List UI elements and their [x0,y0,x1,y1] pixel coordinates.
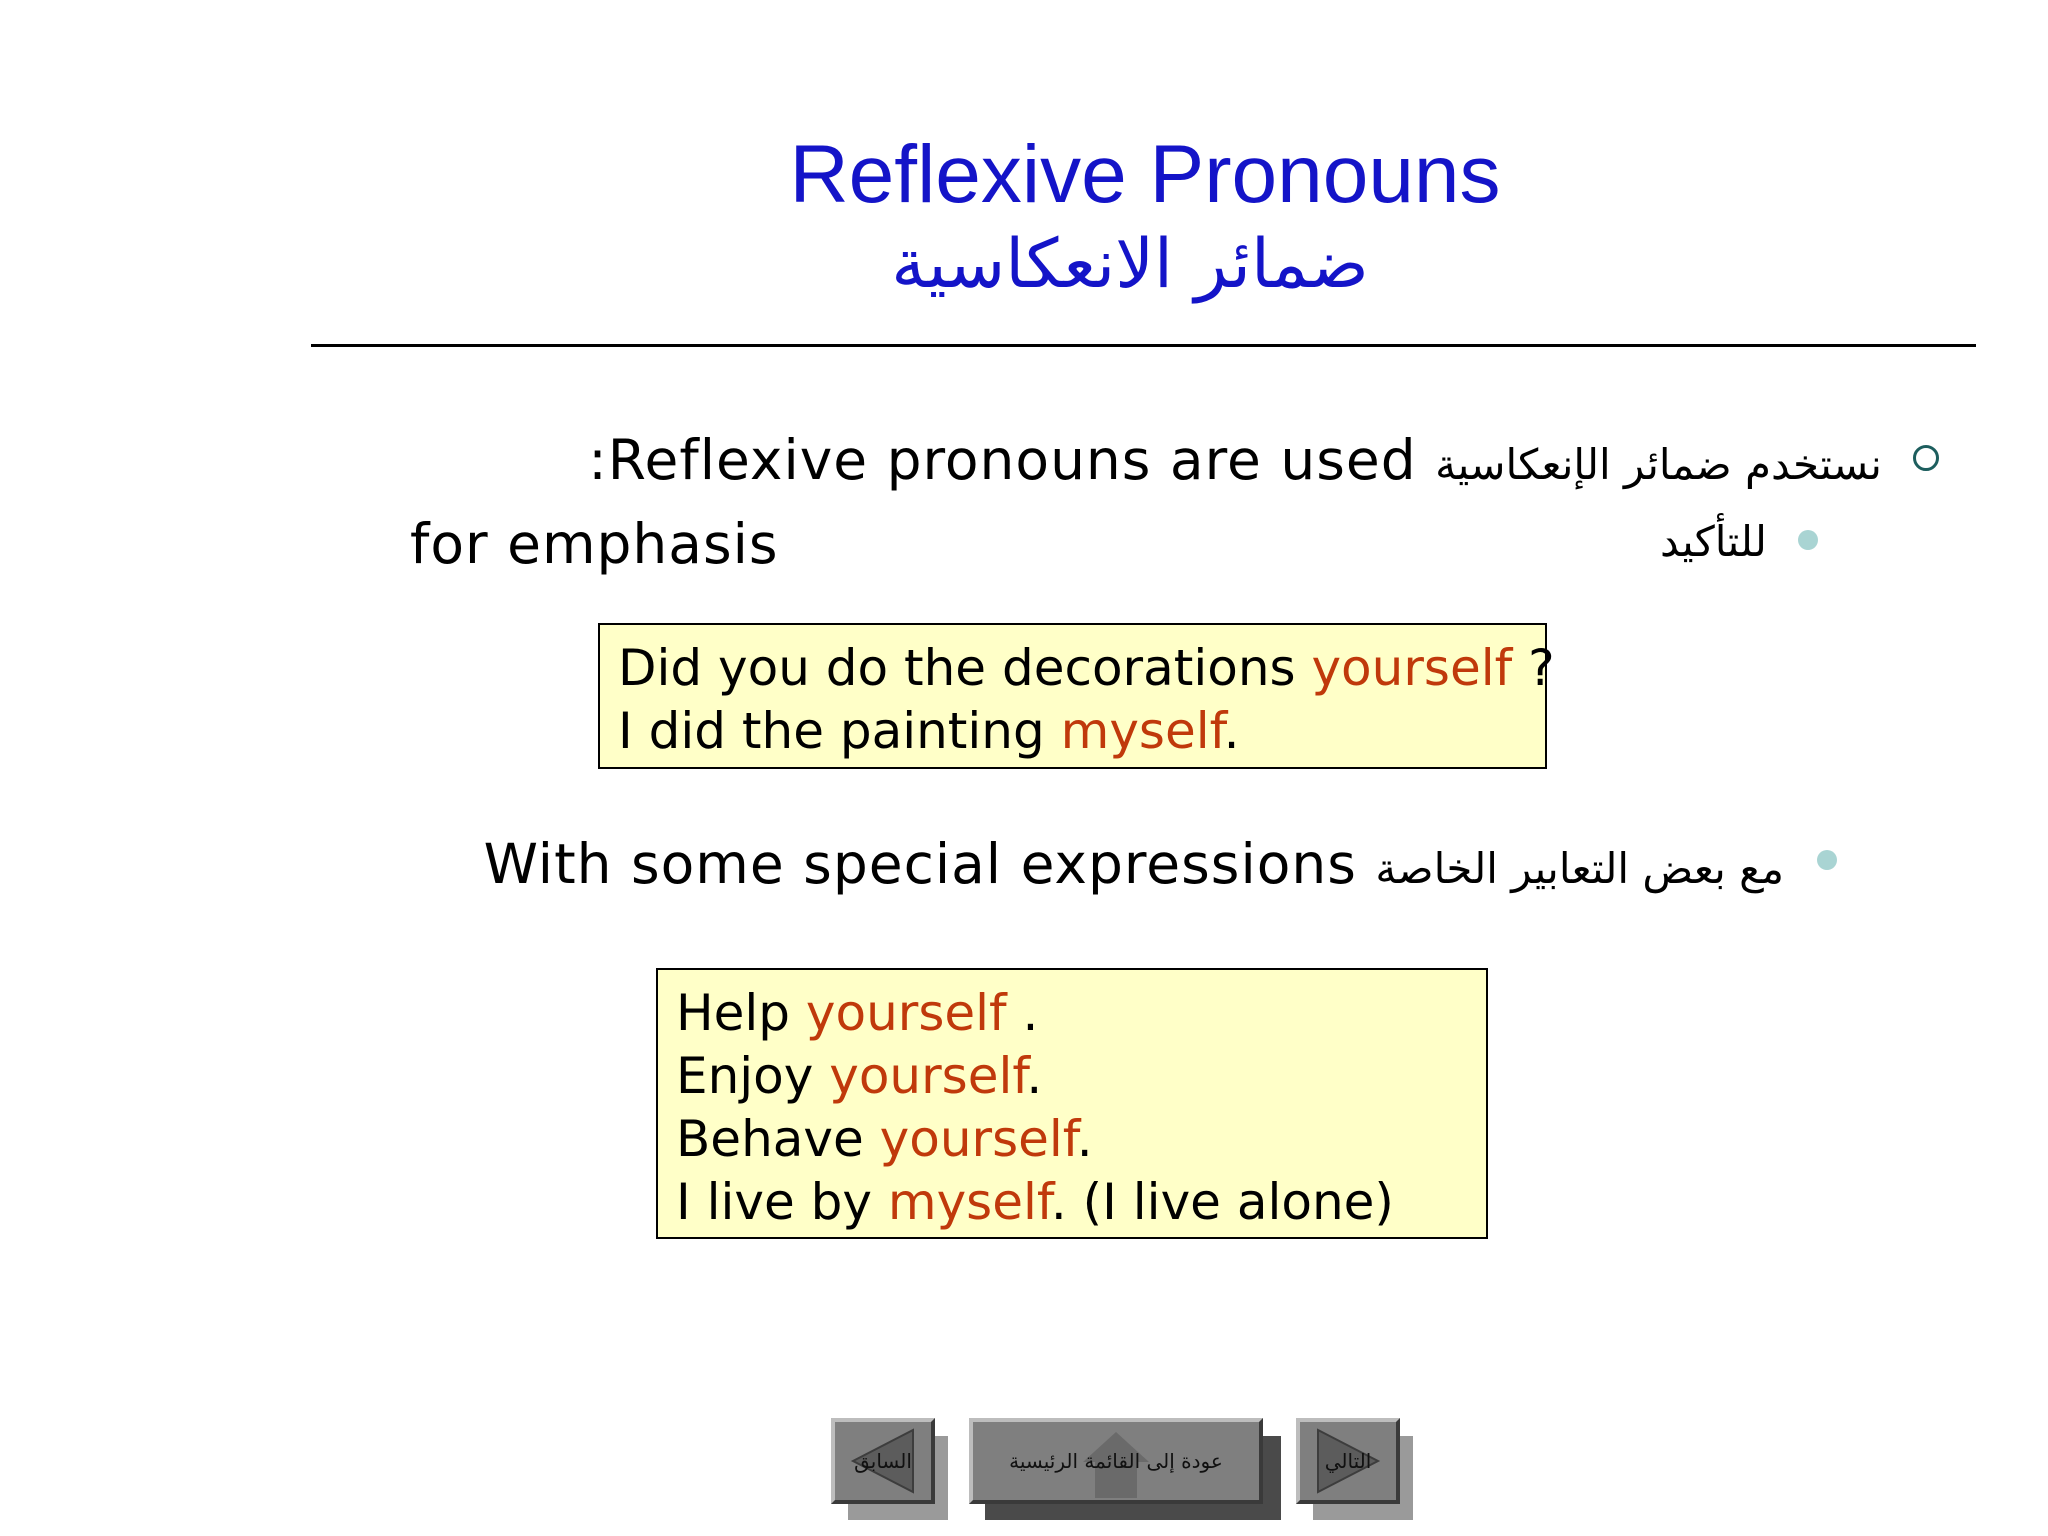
special-english: With some special expressions [483,832,1357,896]
intro-english: :Reflexive pronouns are used [588,428,1417,492]
home-button[interactable] [969,1418,1263,1504]
example-box-emphasis [598,623,1555,769]
previous-button[interactable] [831,1418,935,1504]
emphasis-english: for emphasis [410,512,779,576]
example-line: I live by myself. (I live alone) [676,1173,1394,1231]
example-line: I did the painting myself. [618,702,1240,760]
emphasis-arabic: للتأكيد [1660,517,1767,566]
intro-line [588,428,1882,492]
example-line: Behave yourself. [676,1110,1093,1168]
special-arabic: مع بعض التعابير الخاصة [1375,844,1784,893]
dot-bullet-icon [1817,850,1837,870]
highlight-word: myself [1060,702,1224,760]
highlight-word: yourself [879,1110,1077,1168]
dot-bullet-icon [1798,530,1818,550]
special-expressions-line [484,832,1784,896]
example-line: Help yourself . [676,984,1039,1042]
title-divider [311,344,1976,347]
previous-button-label: السابق [854,1449,912,1473]
example-line: Did you do the decorations yourself ? [618,639,1555,697]
highlight-word: yourself [805,984,1007,1042]
example-box-expressions [656,968,1488,1239]
intro-arabic: نستخدم ضمائر الإنعكاسية [1435,440,1882,489]
highlight-word: yourself [829,1047,1027,1105]
slide-title-arabic: ضمائر الانعكاسية [891,225,1369,304]
example-line: Enjoy yourself. [676,1047,1043,1105]
highlight-word: myself [887,1173,1051,1231]
highlight-word: yourself [1311,639,1513,697]
home-button-label: عودة إلى القائمة الرئيسية [1009,1449,1223,1473]
circle-bullet-icon [1913,445,1939,471]
slide-title-english: Reflexive Pronouns [789,129,1501,220]
next-button-label: التالي [1324,1449,1372,1473]
next-button[interactable] [1296,1418,1400,1504]
